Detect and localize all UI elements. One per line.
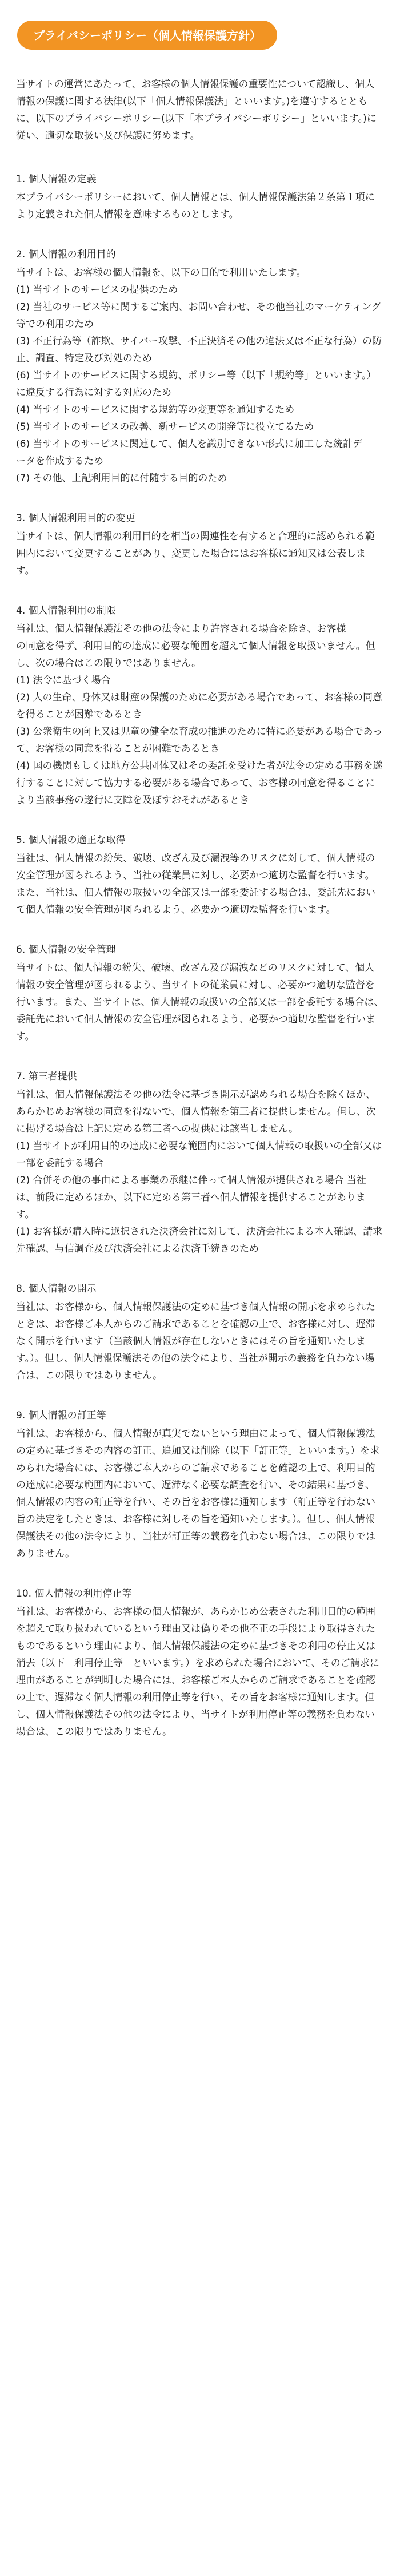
section-heading: 4. 個人情報利用の制限 bbox=[16, 605, 116, 616]
section-body: 本プライバシーポリシーにおいて、個人情報とは、個人情報保護法第２条第１項により定義された個人情報を意味するものとします。 bbox=[16, 192, 375, 220]
section-body: 当社は、個人情報保護法その他の法令により許容される場合を除き、お客様 の同意を得ず、利用目的の達成に必要な範囲を超えて個人情報を取扱いません。但し、次の場合はこの限りではありません。 (1) 法令に基づく場合 (2) 人の生命、身体又は財産の保護のために必要がある場合であって、お客様の同意を得ることが困難であるとき (3) 公衆衛生の向上又は児童の健全な育成の推進のために特に必要がある場合であって、お客様の同意を得ることが困難であるとき (4) 国の機関もしくは地方公共団体又はその委託を受けた者が法令の定める事務を遂行することに対して協力する必要がある場合であって、お客様の同意を得ることにより当該事務の遂行に支障を及ぼすおそれがあるとき bbox=[16, 623, 383, 806]
section-body: 当サイトは、個人情報の利用目的を相当の関連性を有すると合理的に認められる範囲内において変更することがあり、変更した場合にはお客様に通知又は公表します。 bbox=[16, 531, 375, 577]
section-body: 当サイトは、お客様の個人情報を、以下の目的で利用いたします。 (1) 当サイトのサービスの提供のため (2) 当社のサービス等に関するご案内、お問い合わせ、その他当社のマーケティング等での利用のため (3) 不正行為等（詐欺、サイバー攻撃、不正決済その他の違法又は不正な行為）の防止、調査、特定及び対処のため (6) 当サイトのサービスに関する規約、ポリシー等（以下「規約等」といいます。） に違反する行為に対する対応のため (4) 当サイトのサービスに関する規約等の変更等を通知するため (5) 当サイトのサービスの改善、新サービスの開発等に役立てるため (6) 当サイトのサービスに関連して、個人を識別できない形式に加工した統計デ ータを作成するため (7) その他、上記利用目的に付随する目的のため bbox=[16, 267, 382, 484]
section-heading: 10. 個人情報の利用停止等 bbox=[16, 1588, 132, 1599]
section-heading: 2. 個人情報の利用目的 bbox=[16, 249, 116, 260]
section-body: 当社は、お客様から、お客様の個人情報が、あらかじめ公表された利用目的の範囲を超えて取り扱われているという理由又は偽りその他不正の手段により取得されたものであるという理由により、個人情報保護法の定めに基づきその利用の停止又は消去（以下「利用停止等」といいます。）を求められた場合において、そのご請求に理由があることが判明した場合には、お客様ご本人からのご請求であることを確認の上で、遅滞なく個人情報の利用停止等を行い、その旨をお客様に通知します。但し、個人情報保護法その他の法令により、当サイトが利用停止等の義務を負わない場合は、この限りではありません。 bbox=[16, 1606, 379, 1738]
section-body: 当サイトは、個人情報の紛失、破壊、改ざん及び漏洩などのリスクに対して、個人情報の安全管理が図られるよう、当サイトの従業員に対し、必要かつ適切な監督を行います。また、当サイトは、個人情報の取扱いの全部又は一部を委託する場合は、委託先において個人情報の安全管理が図られるよう、必要かつ適切な監督を行います。 bbox=[16, 962, 384, 1042]
section-proper-acquisition bbox=[16, 832, 384, 918]
page-title: プライバシーポリシー（個人情報保護方針） bbox=[17, 21, 277, 50]
section-body: 当社は、個人情報保護法その他の法令に基づき開示が認められる場合を除くほか、あらかじめお客様の同意を得ないで、個人情報を第三者に提供しません。但し、次に掲げる場合は上記に定める第三者への提供には該当しません。 (1) 当サイトが利用目的の達成に必要な範囲内において個人情報の取扱いの全部又は一部を委託する場合 (2) 合併その他の事由による事業の承継に伴って個人情報が提供される場合 当社は、前段に定めるほか、以下に定める第三者へ個人情報を提供することがあります。 (1) お客様が購入時に選択された決済会社に対して、決済会社による本人確認、請求先確認、与信調査及び決済会社による決済手続きのため bbox=[16, 1089, 383, 1255]
section-suspension bbox=[16, 1585, 384, 1740]
section-body: 当社は、個人情報の紛失、破壊、改ざん及び漏洩等のリスクに対して、個人情報の安全管理が図られるよう、当社の従業員に対し、必要かつ適切な監督を行います。また、当社は、個人情報の取扱いの全部又は一部を委託する場合は、委託先において個人情報の安全管理が図られるよう、必要かつ適切な監督を行います。 bbox=[16, 853, 375, 916]
section-body: 当社は、お客様から、個人情報が真実でないという理由によって、個人情報保護法の定めに基づきその内容の訂正、追加又は削除（以下「訂正等」といいます。）を求められた場合には、お客様ご本人からのご請求であることを確認の上で、利用目的の達成に必要な範囲内において、遅滞なく必要な調査を行い、その結果に基づき、個人情報の内容の訂正等を行い、その旨をお客様に通知します（訂正等を行わない旨の決定をしたときは、お客様に対しその旨を通知いたします。）。但し、個人情報保護法その他の法令により、当社が訂正等の義務を負わない場合は、この限りではありません。 bbox=[16, 1428, 380, 1559]
section-heading: 1. 個人情報の定義 bbox=[16, 174, 97, 185]
section-purpose-change bbox=[16, 510, 384, 579]
section-definition bbox=[16, 171, 384, 223]
section-body: 当社は、お客様から、個人情報保護法の定めに基づき個人情報の開示を求められたときは、お客様ご本人からのご請求であることを確認の上で、お客様に対し、遅滞なく開示を行います（当該個人情報が存在しないときにはその旨を通知いたします。）。但し、個人情報保護法その他の法令により、当社が開示の義務を負わない場合は、この限りではありません。 bbox=[16, 1301, 375, 1381]
section-heading: 7. 第三者提供 bbox=[16, 1071, 77, 1082]
section-heading: 3. 個人情報利用目的の変更 bbox=[16, 513, 135, 524]
section-heading: 5. 個人情報の適正な取得 bbox=[16, 835, 126, 846]
section-use-restriction bbox=[16, 602, 384, 809]
section-correction bbox=[16, 1407, 384, 1562]
section-heading: 8. 個人情報の開示 bbox=[16, 1283, 97, 1295]
section-purpose bbox=[16, 246, 384, 487]
section-security-management bbox=[16, 941, 384, 1045]
section-heading: 6. 個人情報の安全管理 bbox=[16, 944, 116, 956]
section-heading: 9. 個人情報の訂正等 bbox=[16, 1410, 106, 1421]
section-disclosure bbox=[16, 1280, 384, 1384]
section-third-party bbox=[16, 1068, 384, 1257]
intro-paragraph: 当サイトの運営にあたって、お客様の個人情報保護の重要性について認識し、個人情報の保護に関する法律(以下「個人情報保護法」といいます。)を遵守するとともに、以下のプライバシーポリシー(以下「本プライバシーポリシー」といいます。)に従い、適切な取扱い及び保護に努めます。 bbox=[16, 79, 377, 142]
